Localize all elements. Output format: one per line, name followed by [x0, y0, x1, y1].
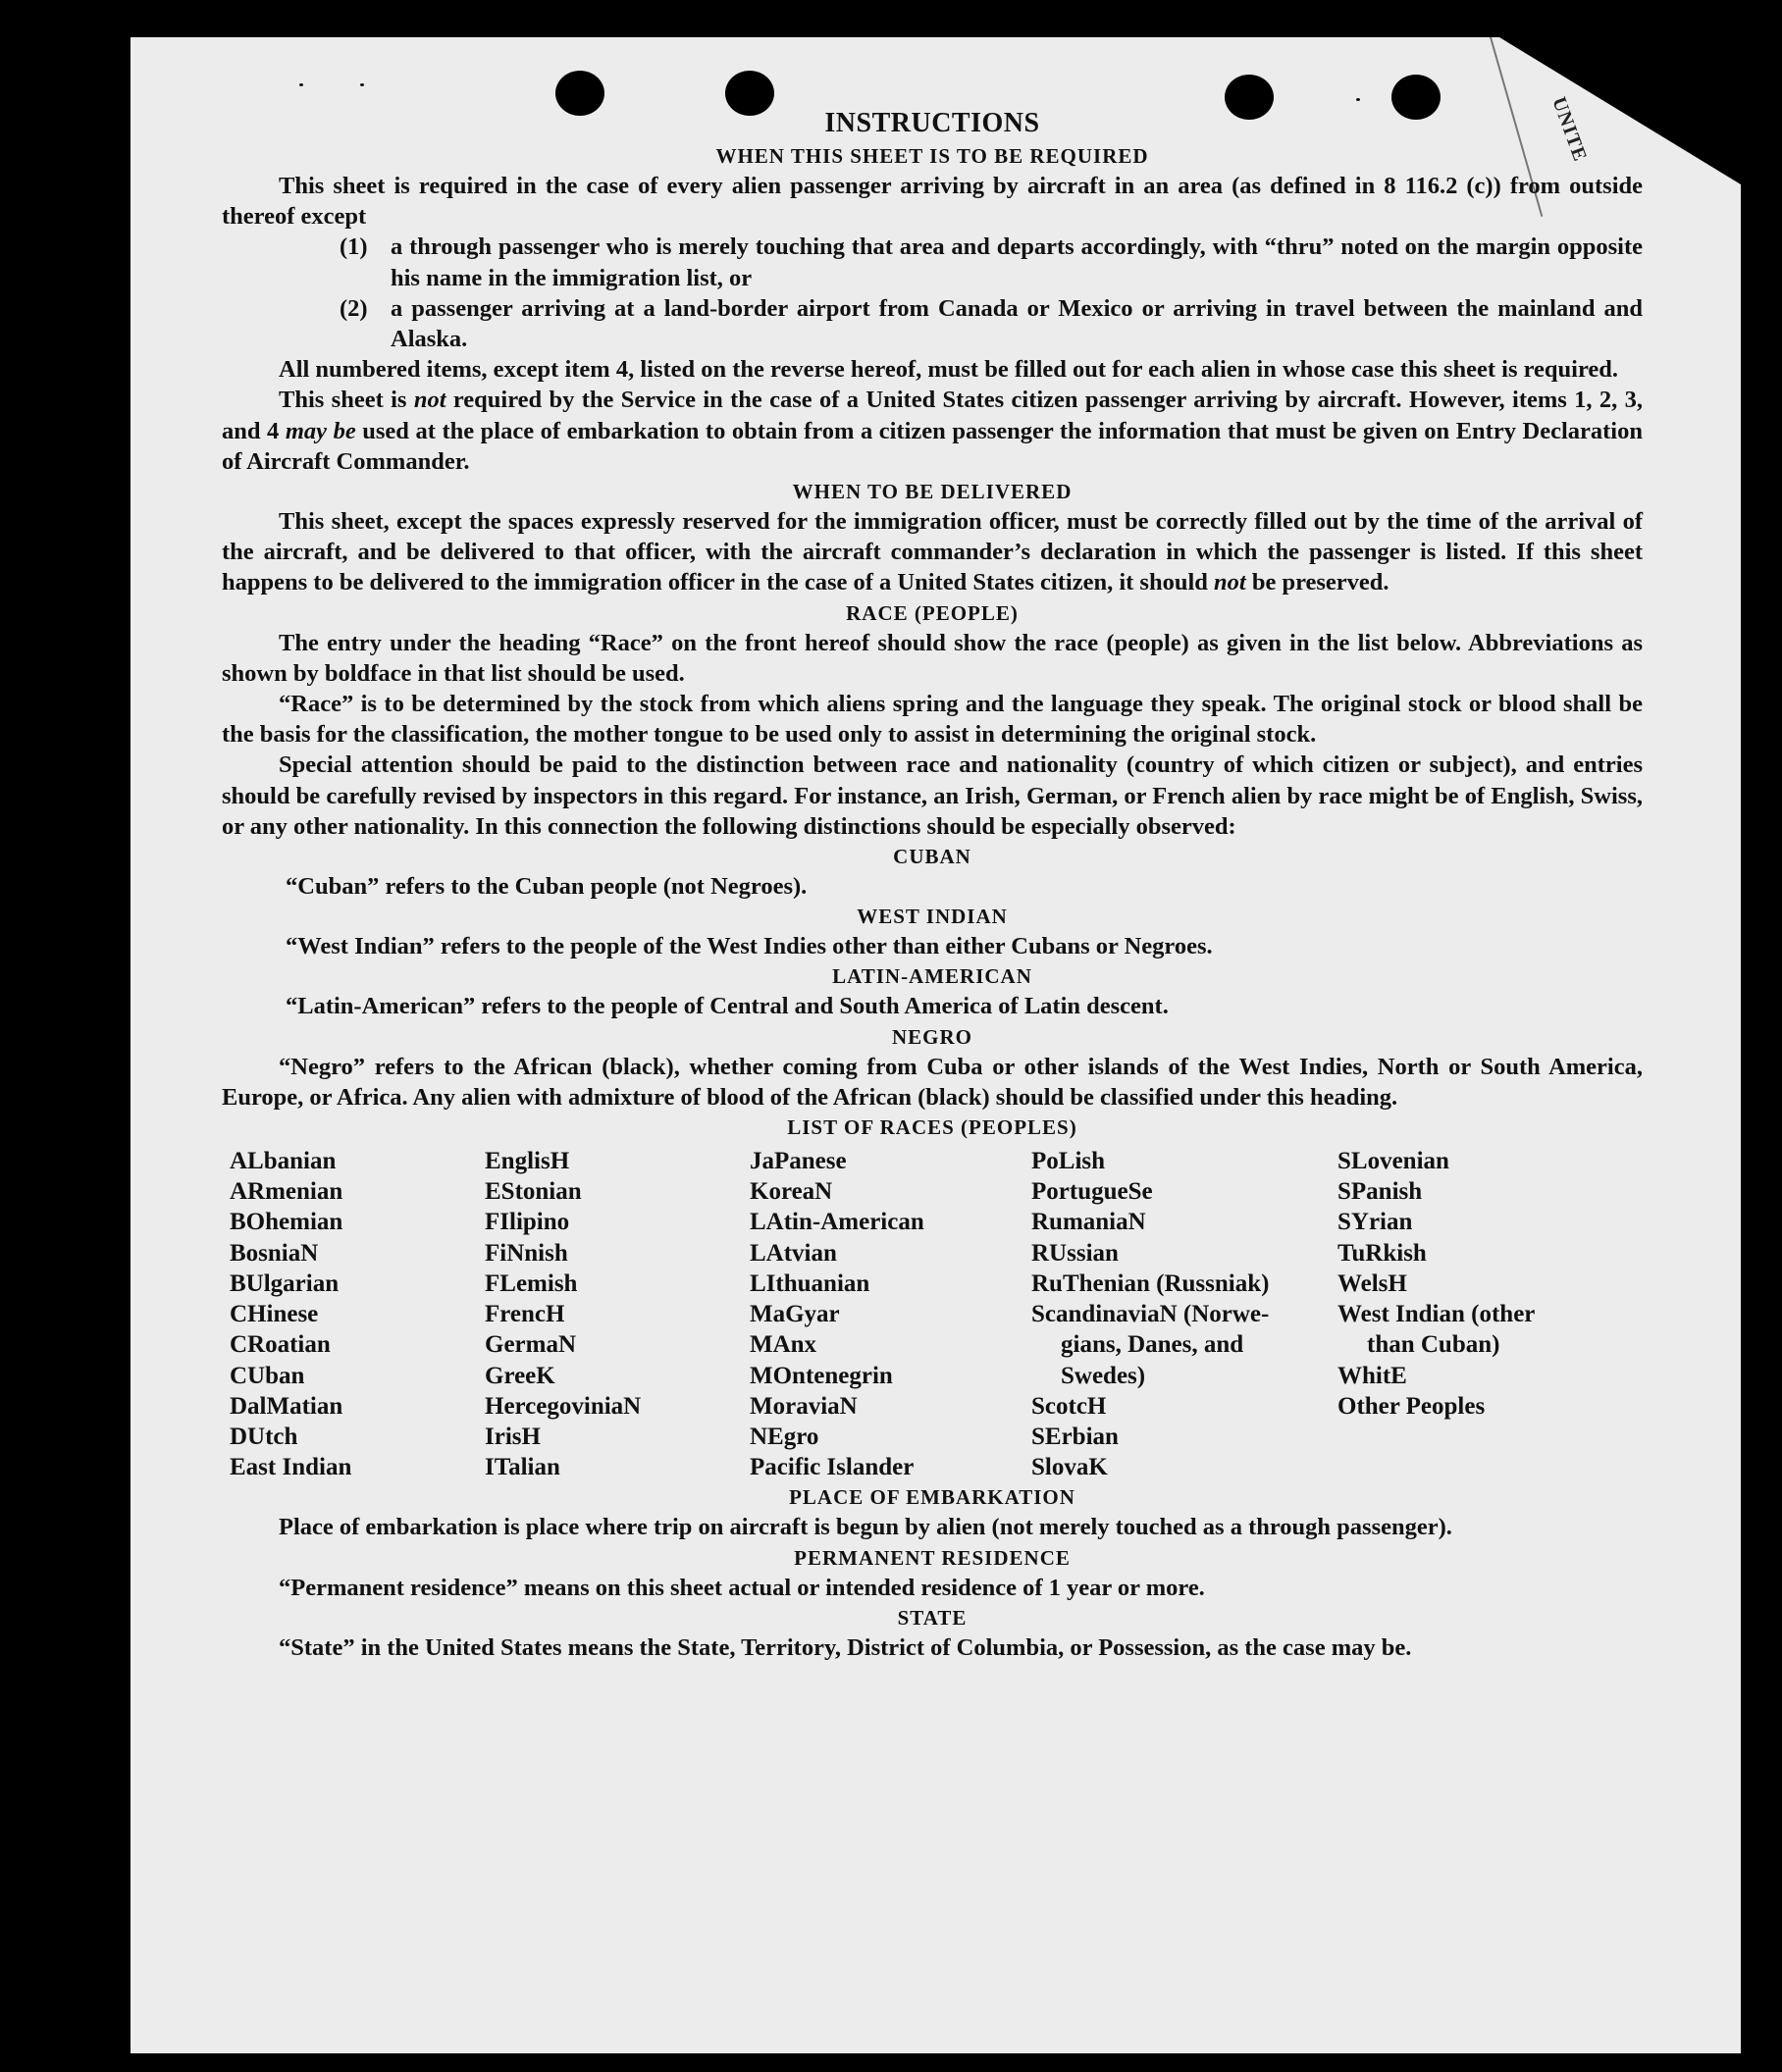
race-entry: RumaniaN — [1031, 1209, 1146, 1236]
race-entry: RuThenian (Russniak) — [1031, 1269, 1270, 1297]
race-entry: EnglisH — [485, 1148, 570, 1175]
paragraph — [222, 506, 1643, 598]
section-heading: WHEN THIS SHEET IS TO BE REQUIRED — [715, 144, 1149, 168]
paragraph: This sheet is required in the case of every alien passenger arriving by aircraft in an area (as defined in 8 116.2 (c)) from outside thereof except — [222, 173, 1643, 231]
race-entry: IrisH — [485, 1423, 541, 1450]
emphasis: not — [1214, 569, 1246, 596]
section-heading: NEGRO — [891, 1024, 972, 1049]
paragraph: “Race” is to be determined by the stock from which aliens spring and the language they speak. The original stock or blood shall be the basis for the classification, the mother tongue to be used only to assist in determining the original stock. — [222, 691, 1643, 749]
race-entry: RUssian — [1031, 1239, 1119, 1267]
race-entry: GermaN — [485, 1331, 577, 1359]
race-entry: DalMatian — [230, 1392, 343, 1420]
race-entry: Other Peoples — [1337, 1392, 1486, 1420]
definition: “Latin-American” refers to the people of Central and South America of Latin descent. — [286, 993, 1169, 1020]
speck — [299, 83, 303, 86]
paragraph — [222, 385, 1643, 477]
race-entry: West Indian (other — [1337, 1301, 1536, 1328]
race-entry: CHinese — [230, 1301, 319, 1328]
page-title: INSTRUCTIONS — [824, 108, 1040, 138]
race-entry: JaPanese — [750, 1148, 847, 1175]
text-run: The entry under the heading “Race” on the front hereof should show the race (people) as given in the list below. Abbreviations as shown by — [222, 629, 1643, 687]
race-column — [485, 1146, 750, 1482]
race-entry: FiNnish — [485, 1239, 568, 1267]
section-heading: WHEN TO BE DELIVERED — [792, 480, 1073, 504]
item-number: (1) — [340, 233, 368, 261]
item-text: a through passenger who is merely touching that area and departs accordingly, with “thru” noted on the margin opposite his name in the immigration list, or — [391, 233, 1643, 291]
race-entry: LAtvian — [750, 1239, 837, 1267]
race-entry: BUlgarian — [230, 1269, 340, 1297]
race-entry: SlovaK — [1031, 1454, 1108, 1481]
race-entry: ScotcH — [1031, 1392, 1107, 1420]
emphasis: may be — [285, 417, 356, 444]
race-entry: PoLish — [1031, 1148, 1106, 1175]
race-entry: PortugueSe — [1031, 1178, 1153, 1206]
race-entry: SPanish — [1337, 1178, 1423, 1206]
text-run: be preserved. — [1245, 569, 1389, 596]
race-entry: NEgro — [750, 1423, 819, 1450]
text-run: required by the Service in the case of a United States citizen passenger arriving by aircraft. However, items 1, 2, 3, and 4 — [222, 387, 1644, 444]
section-heading: PLACE OF EMBARKATION — [789, 1485, 1075, 1510]
paragraph — [222, 628, 1643, 689]
list-item — [222, 293, 1643, 354]
race-column — [1337, 1146, 1602, 1482]
definition: “Permanent residence” means on this sheet actual or intended residence of 1 year or more. — [279, 1574, 1205, 1601]
race-entry: GreeK — [485, 1362, 555, 1389]
paragraph: All numbered items, except item 4, listed on the reverse hereof, must be filled out for each alien in whose case this sheet is required. — [279, 356, 1619, 384]
race-entry: MaGyar — [750, 1301, 840, 1328]
race-entry: than Cuban) — [1367, 1331, 1500, 1359]
race-entry: CRoatian — [230, 1331, 331, 1359]
text-run: used at the place of embarkation to obtain from a citizen passenger the information that must be given on Entry Declaration of Aircraft Commander. — [222, 417, 1643, 475]
item-number: (2) — [340, 294, 368, 322]
race-entry: Pacific Islander — [750, 1454, 915, 1481]
speck — [1356, 98, 1360, 101]
race-entry: ALbanian — [230, 1148, 337, 1175]
section-heading: LIST OF RACES (PEOPLES) — [787, 1115, 1077, 1140]
race-entry: LAtin-American — [750, 1209, 924, 1236]
race-column — [1031, 1146, 1337, 1482]
text-run: This sheet is — [279, 387, 414, 414]
section-heading: PERMANENT RESIDENCE — [794, 1545, 1071, 1570]
race-entry: WelsH — [1337, 1269, 1407, 1297]
race-column — [222, 1146, 485, 1482]
race-entry: FIlipino — [485, 1209, 570, 1236]
race-entry: FrencH — [485, 1301, 565, 1328]
definition: Place of embarkation is place where trip on aircraft is begun by alien (not merely touched as a through passenger). — [279, 1514, 1452, 1541]
text-run: This sheet, except the spaces expressly reserved for the immigration officer, must be correctly filled out by the time of the arrival of the aircraft, and be delivered to that officer, with the aircraft commander’s declaration in which the passenger is listed. If this sheet happens to be delivered to the immigration officer in the case of a United States citizen, it should — [222, 508, 1643, 596]
section-heading: STATE — [897, 1605, 968, 1630]
race-entry: HercegoviniaN — [485, 1392, 642, 1420]
race-entry: SLovenian — [1337, 1148, 1449, 1175]
race-entry: BosniaN — [230, 1239, 319, 1267]
race-entry: ARmenian — [230, 1178, 343, 1206]
item-text: a passenger arriving at a land-border airport from Canada or Mexico or arriving in travel between the mainland and Alaska. — [391, 294, 1643, 353]
definition: “Cuban” refers to the Cuban people (not Negroes). — [286, 873, 808, 901]
race-entry: MAnx — [750, 1331, 817, 1359]
text-run: in that list should be used. — [411, 659, 685, 687]
race-entry: MOntenegrin — [750, 1362, 893, 1389]
section-heading: LATIN-AMERICAN — [832, 964, 1032, 989]
definition: “Negro” refers to the African (black), whether coming from Cuba or other islands of the West Indies, North or South America, Europe, or Africa. Any alien with admixture of blood of the African (black) should be classified under this heading. — [222, 1053, 1643, 1111]
section-heading: CUBAN — [893, 845, 971, 869]
corner-stamp: UNITE — [1547, 94, 1592, 165]
race-entry: BOhemian — [230, 1209, 343, 1236]
race-entry: SYrian — [1337, 1209, 1413, 1236]
race-entry: ScandinaviaN (Norwe- — [1031, 1301, 1270, 1328]
race-entry: LIthuanian — [750, 1269, 870, 1297]
race-column — [750, 1146, 1031, 1482]
race-entry: MoraviaN — [750, 1392, 858, 1420]
race-entry: EStonian — [485, 1178, 582, 1206]
emphasis: not — [413, 387, 446, 414]
section-heading: WEST INDIAN — [857, 905, 1008, 929]
race-entry: DUtch — [230, 1423, 298, 1450]
race-entry: Swedes) — [1061, 1362, 1146, 1389]
section-heading: RACE (PEOPLE) — [846, 600, 1019, 625]
speck — [360, 83, 364, 86]
instructions-body — [222, 106, 1643, 1663]
list-item — [222, 232, 1643, 292]
race-entry: gians, Danes, and — [1061, 1331, 1244, 1359]
race-entry: WhitE — [1337, 1362, 1407, 1389]
race-entry: KoreaN — [750, 1178, 833, 1206]
boldface-word: boldface — [324, 659, 412, 687]
race-entry: CUban — [230, 1362, 305, 1389]
race-entry: TuRkish — [1337, 1239, 1427, 1267]
race-entry: FLemish — [485, 1269, 578, 1297]
definition: “State” in the United States means the State, Territory, District of Columbia, or Possession, as the case may be. — [279, 1633, 1412, 1661]
race-entry: ITalian — [485, 1454, 560, 1481]
definition: “West Indian” refers to the people of the West Indies other than either Cubans or Negroes. — [286, 933, 1213, 960]
race-list — [222, 1146, 1643, 1482]
paragraph: Special attention should be paid to the distinction between race and nationality (country of which citizen or subject), and entries should be carefully revised by inspectors in this regard. For instance, an Irish, German, or French alien by race might be of English, Swiss, or any other nationality. In this connection the following distinctions should be especially observed: — [222, 751, 1643, 840]
race-entry: East Indian — [230, 1454, 352, 1481]
race-entry: SErbian — [1031, 1423, 1119, 1450]
